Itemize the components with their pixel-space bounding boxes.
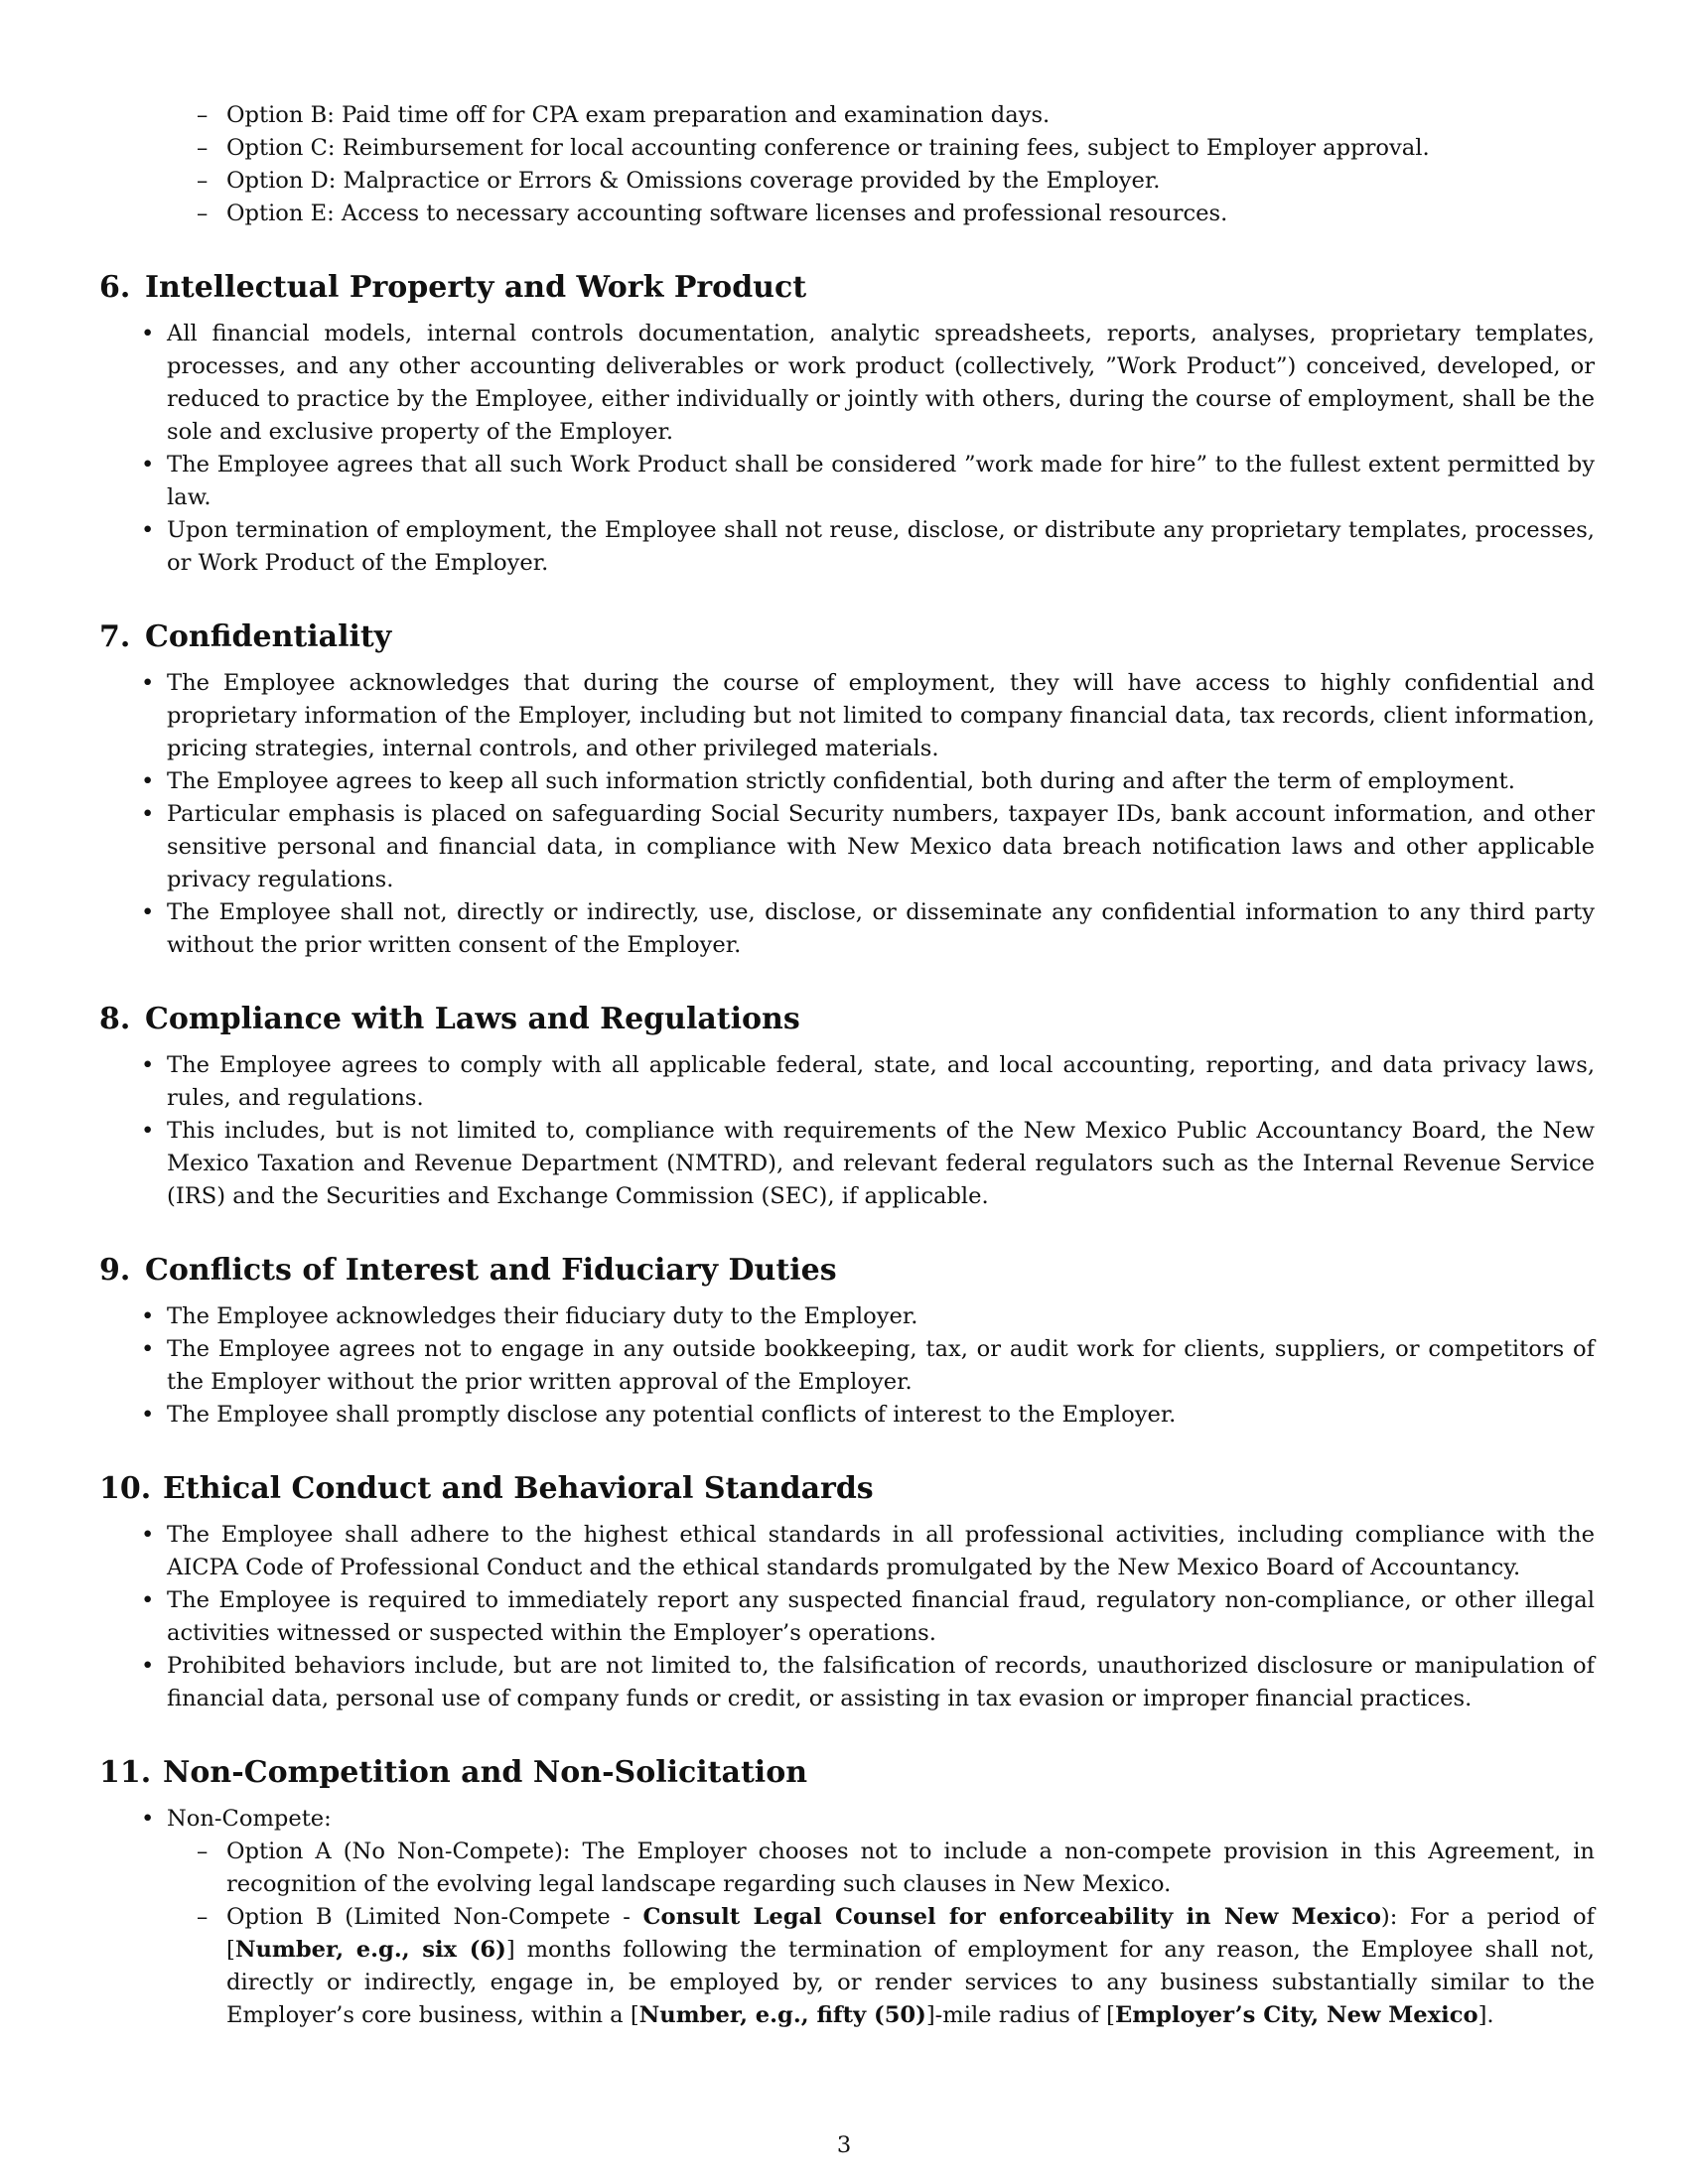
section-heading-9: 9. Conflicts of Interest and Fiduciary Duties [99, 1253, 837, 1288]
section-heading-6: 6. Intellectual Property and Work Product [99, 270, 807, 305]
page-number: 3 [836, 2132, 852, 2158]
list-item: • The Employee agrees that all such Work Product shall be considered ”work made for hire” to the fullest extent permitted by law. [167, 449, 1595, 514]
list-item: • Upon termination of employment, the Employee shall not reuse, disclose, or distribute any proprietary templates, processes, or Work Product of the Employer. [167, 514, 1595, 580]
section-6-list [167, 318, 1595, 580]
document-page [99, 99, 1595, 2032]
section-heading-8: 8. Compliance with Laws and Regulations [99, 1002, 800, 1036]
placeholder-months: Number, e.g., six (6) [234, 1937, 506, 1963]
list-item: • All financial models, internal controls documentation, analytic spreadsheets, reports, analyses, proprietary templates, processes, and any other accounting deliverables or work product (collectively, ”Work Product”) conceived, developed, or reduced to practice by the Employee, either individually or jointly with others, during the course of employment, shall be the sole and exclusive property of the Employer. [167, 318, 1595, 449]
placeholder-legal-counsel: Consult Legal Counsel for enforceability in New Mexico [642, 1904, 1381, 1930]
section-9-list [167, 1300, 1595, 1432]
list-item: • The Employee shall promptly disclose any potential conflicts of interest to the Employer. [167, 1399, 1595, 1432]
list-item: • Prohibited behaviors include, but are not limited to, the falsification of records, unauthorized disclosure or manipulation of financial data, personal use of company funds or credit, or assisting in tax evasion or improper financial practices. [167, 1650, 1595, 1715]
noncompete-label: Non-Compete: [167, 1806, 332, 1832]
section-8-list [167, 1049, 1595, 1213]
section-heading-7: 7. Confidentiality [99, 619, 392, 654]
list-item: • The Employee is required to immediately report any suspected financial fraud, regulatory non-compliance, or other illegal activities witnessed or suspected within the Employer’s operations. [167, 1584, 1595, 1650]
placeholder-radius: Number, e.g., fifty (50) [638, 2002, 926, 2028]
noncompete-options-list [226, 1836, 1595, 2032]
benefit-options-list [226, 99, 1595, 230]
list-item: • The Employee shall adhere to the highest ethical standards in all professional activities, including compliance with the AICPA Code of Professional Conduct and the ethical standards promulgated by the New Mexico Board of Accountancy. [167, 1519, 1595, 1584]
list-item: • This includes, but is not limited to, compliance with requirements of the New Mexico Public Accountancy Board, the New Mexico Taxation and Revenue Department (NMTRD), and relevant federal regulators such as the Internal Revenue Service (IRS) and the Securities and Exchange Commission (SEC), if applicable. [167, 1115, 1595, 1213]
list-item: • The Employee acknowledges that during the course of employment, they will have access to highly confidential and proprietary information of the Employer, including but not limited to company financial data, tax records, client information, pricing strategies, internal controls, and other privileged materials. [167, 667, 1595, 765]
list-item: • The Employee agrees not to engage in any outside bookkeeping, tax, or audit work for clients, suppliers, or competitors of the Employer without the prior written approval of the Employer. [167, 1333, 1595, 1399]
option-a: – Option A (No Non-Compete): The Employer chooses not to include a non-compete provision in this Agreement, in recognition of the evolving legal landscape regarding such clauses in New Mexico. [226, 1836, 1595, 1901]
section-7-list [167, 667, 1595, 962]
list-item: • The Employee agrees to comply with all applicable federal, state, and local accounting, reporting, and data privacy laws, rules, and regulations. [167, 1049, 1595, 1115]
list-item: – Option C: Reimbursement for local accounting conference or training fees, subject to Employer approval. [226, 132, 1595, 165]
list-item: • The Employee acknowledges their fiduciary duty to the Employer. [167, 1300, 1595, 1333]
list-item: • Particular emphasis is placed on safeguarding Social Security numbers, taxpayer IDs, bank account information, and other sensitive personal and financial data, in compliance with New Mexico data breach notification laws and other applicable privacy regulations. [167, 798, 1595, 896]
list-item: • The Employee agrees to keep all such information strictly confidential, both during and after the term of employment. [167, 765, 1595, 798]
list-item: – Option D: Malpractice or Errors & Omissions coverage provided by the Employer. [226, 165, 1595, 198]
section-11-list [167, 1803, 1595, 2032]
section-10-list [167, 1519, 1595, 1715]
section-heading-11: 11. Non-Competition and Non-Solicitation [99, 1755, 808, 1790]
list-item: • The Employee shall not, directly or indirectly, use, disclose, or disseminate any confidential information to any third party without the prior written consent of the Employer. [167, 896, 1595, 962]
option-b: – Option B (Limited Non-Compete - Consult Legal Counsel for enforceability in New Mexico): For a period of [Number, e.g., six (6)] months following the termination of employment for any reason, the Employee shall not, directly or indirectly, engage in, be employed by, or render services to any business substantially similar to the Employer’s core business, within a [Number, e.g., fifty (50)]-mile radius of [Employer’s City, New Mexico]. [226, 1901, 1595, 2032]
list-item: – Option B: Paid time off for CPA exam preparation and examination days. [226, 99, 1595, 132]
list-item [167, 1803, 1595, 2032]
list-item: – Option E: Access to necessary accounting software licenses and professional resources. [226, 198, 1595, 230]
section-heading-10: 10. Ethical Conduct and Behavioral Standards [99, 1471, 874, 1506]
placeholder-city: Employer’s City, New Mexico [1114, 2002, 1478, 2028]
